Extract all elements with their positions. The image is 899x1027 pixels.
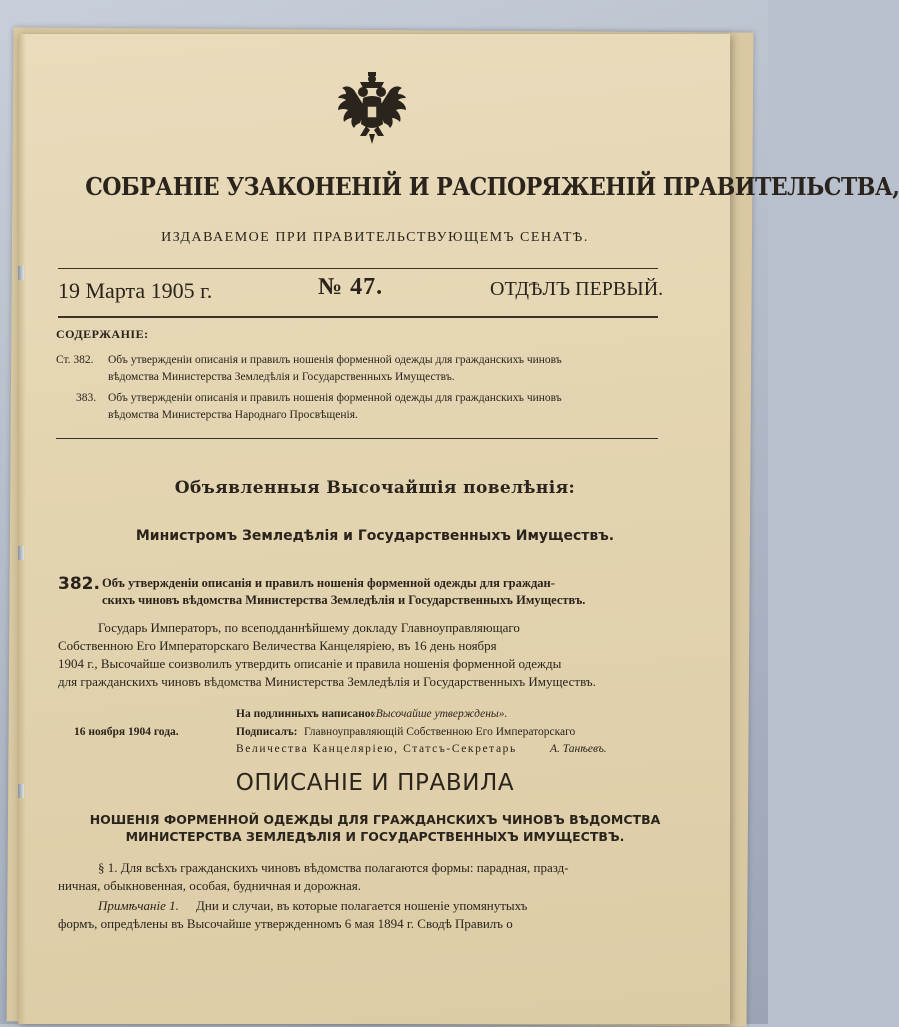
divider: [58, 268, 658, 269]
decree-title: скихъ чиновъ вѣдомства Министерства Земледѣлія и Государственныхъ Имуществъ.: [102, 593, 586, 607]
staple: [18, 546, 24, 560]
original-value: «Высочайше утверждены».: [370, 708, 508, 720]
staple: [18, 784, 24, 798]
signatory-text: Главноуправляющій Собственною Его Императорскаго: [304, 726, 576, 738]
contents-label: СОДЕРЖАНІЕ:: [56, 327, 149, 341]
note-text: формъ, опредѣлены въ Высочайше утвержденномъ 6 мая 1894 г. Сводѣ Правилъ о: [58, 916, 513, 931]
rules-subheading: НОШЕНІЯ ФОРМЕННОЙ ОДЕЖДЫ ДЛЯ ГРАЖДАНСКИХЪ ЧИНОВЪ ВѢДОМСТВА: [89, 812, 661, 827]
decree-paragraph: для гражданскихъ чиновъ вѣдомства Министерства Земледѣлія и Государственныхъ Имуществъ.: [58, 674, 596, 689]
binding-edge: [18, 34, 26, 1024]
contents-item-num: 383.: [76, 392, 97, 404]
paragraph-text: § 1. Для всѣхъ гражданскихъ чиновъ вѣдомства полагаются формы: парадная, празд-: [98, 860, 569, 875]
signatory-text: Величества Канцеляріею, Статсъ-Секретарь: [236, 743, 517, 755]
contents-item-num: Ст. 382.: [56, 354, 94, 366]
document-page: [18, 34, 899, 1024]
divider: [58, 316, 658, 318]
contents-item-text: вѣдомства Министерства Народнаго Просвѣщенія.: [108, 409, 358, 421]
decree-number: 382.: [58, 574, 100, 594]
collection-title: СОБРАНІЕ УЗАКОНЕНІЙ И РАСПОРЯЖЕНІЙ ПРАВИТЕЛЬСТВА,: [85, 172, 899, 201]
original-label: На подлинныхъ написано:: [236, 708, 375, 720]
contents-item-text: вѣдомства Министерства Земледѣлія и Государственныхъ Имуществъ.: [108, 371, 455, 383]
contents-item-text: Объ утвержденіи описанія и правилъ ношенія форменной одежды для гражданскихъ чиновъ: [108, 392, 562, 404]
ministry-heading: Министромъ Земледѣлія и Государственныхъ Имуществъ.: [135, 528, 615, 544]
issue-date: 19 Марта 1905 г.: [58, 278, 213, 303]
paragraph-text: ничная, обыкновенная, особая, будничная и дорожная.: [58, 878, 361, 893]
rules-heading: ОПИСАНІЕ И ПРАВИЛА: [235, 770, 515, 796]
section-heading: Объявленныя Высочайшія повелѣнія:: [174, 478, 576, 498]
issue-number: № 47.: [318, 274, 384, 300]
decree-paragraph: 1904 г., Высочайше соизволилъ утвердить описаніе и правила ношенія форменной одежды: [58, 656, 562, 671]
imperial-eagle-emblem: [330, 68, 414, 152]
divider: [56, 438, 658, 439]
collection-subtitle: ИЗДАВАЕМОЕ ПРИ ПРАВИТЕЛЬСТВУЮЩЕМЪ СЕНАТѢ.: [161, 230, 589, 245]
note-text: Дни и случаи, въ которые полагается ношеніе упомянутыхъ: [196, 898, 528, 913]
staple: [18, 266, 24, 280]
decree-paragraph: Государь Императоръ, по всеподданнѣйшему докладу Главноуправляющаго: [98, 620, 520, 635]
signer-name: А. Танѣевъ.: [550, 743, 607, 755]
rules-subheading: МИНИСТЕРСТВА ЗЕМЛЕДѢЛІЯ И ГОСУДАРСТВЕННЫХЪ ИМУЩЕСТВЪ.: [125, 829, 625, 844]
signed-label: Подписалъ:: [236, 726, 298, 738]
section-label: ОТДѢЛЪ ПЕРВЫЙ.: [490, 278, 664, 300]
signature-date: 16 ноября 1904 года.: [74, 726, 179, 738]
decree-paragraph: Собственною Его Императорскаго Величества Канцеляріею, въ 16 день ноября: [58, 638, 497, 653]
contents-item-text: Объ утвержденіи описанія и правилъ ношенія форменной одежды для гражданскихъ чиновъ: [108, 354, 562, 366]
note-label: Примѣчаніе 1.: [98, 898, 179, 913]
decree-title: Объ утвержденіи описанія и правилъ ношенія форменной одежды для граждан-: [102, 576, 555, 590]
